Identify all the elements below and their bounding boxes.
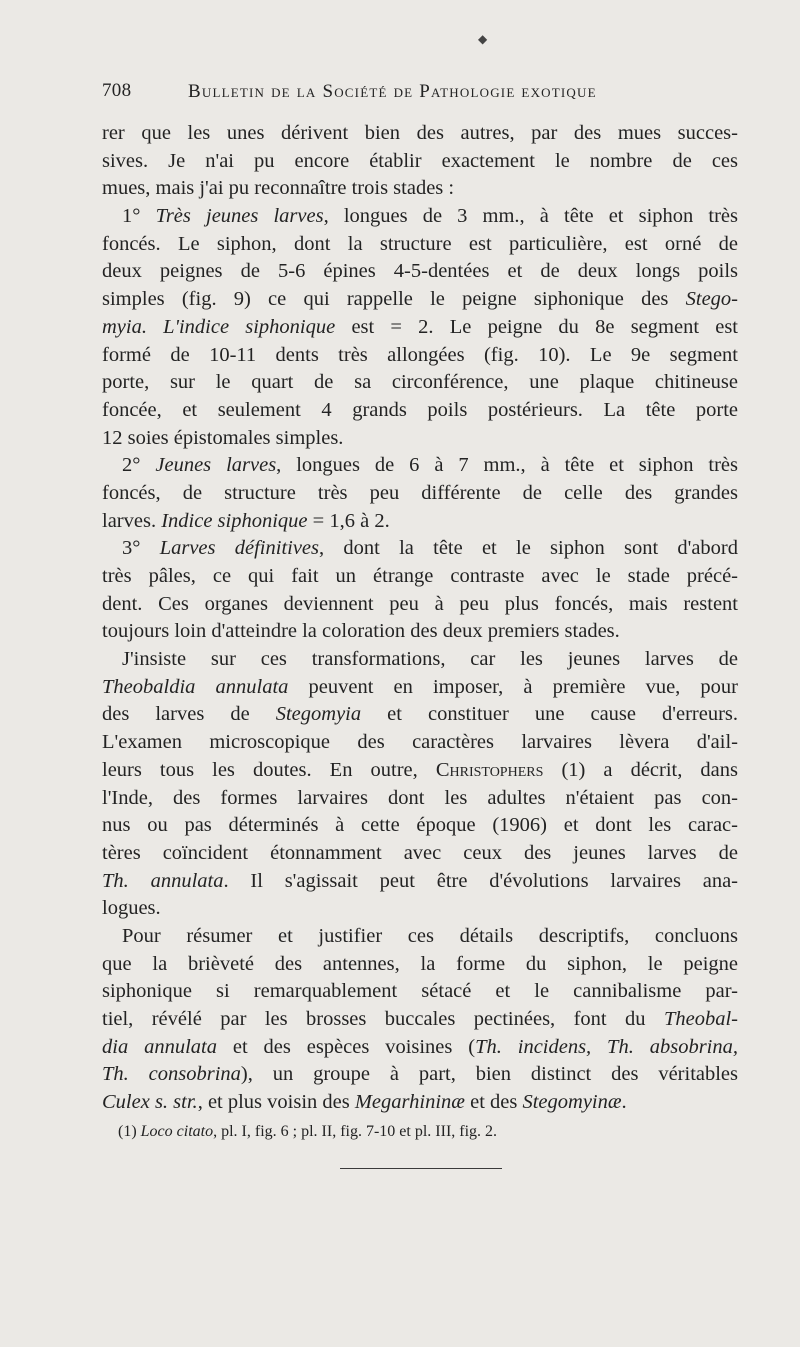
text-line <box>102 868 738 896</box>
text-run: . Il s'agissait peut être d'évolutions larvaires ana- <box>223 869 739 892</box>
italic-text: Indice siphonique <box>161 509 308 532</box>
paragraph <box>102 646 738 923</box>
text-run: toujours loin d'atteindre la coloration des deux premiers stades. <box>102 620 620 643</box>
text-run: peuvent en imposer, à première vue, pour <box>288 675 738 698</box>
text-run: ), un groupe à part, bien distinct des véritables <box>240 1063 739 1086</box>
text-run: (1) a décrit, dans <box>543 758 738 781</box>
text-run: tiel, révélé par les brosses buccales pectinées, font du <box>102 1008 664 1030</box>
text-line <box>102 148 738 176</box>
text-run: logues. <box>102 897 161 920</box>
text-line <box>102 895 738 923</box>
text-run: et des <box>464 1091 523 1114</box>
italic-text: dia annulata <box>102 1035 217 1058</box>
italic-text: Culex s. str. <box>102 1091 198 1114</box>
italic-text: Th. incidens, Th. absobrina, <box>475 1035 738 1058</box>
text-run: J'insiste sur ces transformations, car les jeunes larves de <box>122 648 738 671</box>
text-run: , pl. I, fig. 6 ; pl. II, fig. 7-10 et pl. III, fig. 2. <box>213 1123 498 1140</box>
text-line <box>102 812 738 840</box>
text-line <box>102 1089 738 1117</box>
text-run: tères coïncident étonnamment avec ceux des jeunes larves de <box>102 841 738 864</box>
italic-text: Theobaldia annulata <box>102 675 289 698</box>
text-run: sives. Je n'ai pu encore établir exactement le nombre de ces <box>102 149 738 172</box>
text-run: mues, mais j'ai pu reconnaître trois stades : <box>102 177 455 200</box>
text-line <box>102 1006 738 1034</box>
text-run: porte, sur le quart de sa circonférence, une plaque chitineuse <box>102 371 738 394</box>
text-run: , dont la tête et le siphon sont d'abord <box>319 537 738 560</box>
text-run: , et plus voisin des <box>197 1091 355 1114</box>
text-run: 2° <box>122 454 156 477</box>
text-line <box>102 535 738 563</box>
text-run: nus ou pas déterminés à cette époque (1906) et dont les carac- <box>102 814 738 837</box>
text-line <box>102 563 738 591</box>
text-run: rer que les unes dérivent bien des autres, par des mues succes- <box>102 122 738 144</box>
running-header <box>102 80 648 104</box>
text-line <box>102 1061 738 1089</box>
italic-text: Th. consobrina <box>102 1063 241 1086</box>
text-run: 3° <box>122 537 160 560</box>
text-line <box>102 258 738 286</box>
text-run: et constituer une cause d'erreurs. <box>361 703 739 726</box>
text-line <box>102 314 738 342</box>
italic-text: Jeunes larves <box>155 454 277 477</box>
page-number: 708 <box>102 80 132 101</box>
text-line <box>102 452 738 480</box>
text-line <box>102 951 738 979</box>
text-line <box>102 674 738 702</box>
italic-text: Theobal- <box>663 1008 738 1030</box>
text-line <box>102 840 738 868</box>
ink-speck: ◆ <box>478 32 488 46</box>
italic-text: Th. annulata <box>102 869 224 892</box>
text-run: L'examen microscopique des caractères larvaires lèvera d'ail- <box>102 731 738 754</box>
text-line <box>102 342 738 370</box>
text-run: Pour résumer et justifier ces détails descriptifs, concluons <box>122 924 738 947</box>
text-line <box>102 701 738 729</box>
text-line <box>102 646 738 674</box>
italic-text: Très jeunes larves <box>155 205 324 228</box>
text-line <box>102 757 738 785</box>
text-run: et des espèces voisines ( <box>216 1035 476 1058</box>
text-line <box>102 978 738 1006</box>
text-run: , longues de 6 à 7 mm., à tête et siphon très <box>276 454 739 477</box>
text-line <box>102 508 738 536</box>
text-run: siphonique si remarquablement sétacé et le cannibalisme par- <box>102 980 738 1003</box>
author-name: Christophers <box>435 758 544 781</box>
text-run: 12 soies épistomales simples. <box>102 426 344 449</box>
text-run: des larves de <box>102 703 276 726</box>
text-line <box>102 480 738 508</box>
italic-text: Loco citato <box>140 1123 214 1140</box>
text-run: = 1,6 à 2. <box>307 509 390 532</box>
text-line <box>102 175 738 203</box>
text-run: simples (fig. 9) ce qui rappelle le peigne siphonique des <box>102 288 686 311</box>
text-line <box>102 425 738 453</box>
text-run: foncés, de structure très peu différente de celle des grandes <box>102 481 738 504</box>
footnote <box>118 1121 497 1143</box>
text-line <box>102 1034 738 1062</box>
end-rule <box>340 1168 502 1169</box>
text-run: . <box>621 1091 627 1114</box>
italic-text: Megarhininæ <box>354 1091 465 1114</box>
text-run: foncés. Le siphon, dont la structure est particulière, est orné de <box>102 232 738 255</box>
text-run: que la brièveté des antennes, la forme du siphon, le peigne <box>102 952 738 975</box>
text-line <box>102 286 738 314</box>
text-run: deux peignes de 5-6 épines 4-5-dentées et de deux longs poils <box>102 260 738 283</box>
text-run: est = 2. Le peigne du 8e segment est <box>335 315 738 338</box>
text-line <box>102 729 738 757</box>
italic-text: Larves définitives <box>159 537 320 560</box>
text-run: formé de 10-11 dents très allongées (fig. 10). Le 9e segment <box>102 343 738 366</box>
italic-text: Stegomyinæ <box>522 1091 622 1114</box>
paragraph <box>102 203 738 452</box>
paragraph <box>102 452 738 535</box>
text-run: l'Inde, des formes larvaires dont les adultes n'étaient pas con- <box>102 786 738 809</box>
paragraph <box>102 923 738 1117</box>
text-run: , longues de 3 mm., à tête et siphon très <box>323 205 738 228</box>
text-run: larves. <box>102 509 162 532</box>
italic-text: myia. L'indice siphonique <box>102 315 336 338</box>
text-line <box>102 923 738 951</box>
text-line <box>102 120 738 148</box>
text-line <box>102 618 738 646</box>
text-line <box>102 397 738 425</box>
text-line <box>102 591 738 619</box>
text-line <box>102 203 738 231</box>
text-line <box>102 231 738 259</box>
text-run: très pâles, ce qui fait un étrange contraste avec le stade précé- <box>102 565 738 587</box>
paragraph <box>102 535 738 646</box>
text-line <box>102 369 738 397</box>
paragraph <box>102 120 738 203</box>
text-run: 1° <box>122 205 156 228</box>
text-run: dent. Ces organes deviennent peu à peu plus foncés, mais restent <box>102 592 738 615</box>
text-line <box>102 785 738 813</box>
text-run: (1) <box>118 1123 141 1140</box>
body-text <box>102 120 738 1117</box>
text-run: leurs tous les doutes. En outre, <box>102 758 436 781</box>
italic-text: Stego- <box>685 288 738 311</box>
text-run: foncée, et seulement 4 grands poils postérieurs. La tête porte <box>102 398 738 421</box>
italic-text: Stegomyia <box>275 703 362 726</box>
journal-title: Bulletin de la Société de Pathologie exotique <box>188 81 597 102</box>
